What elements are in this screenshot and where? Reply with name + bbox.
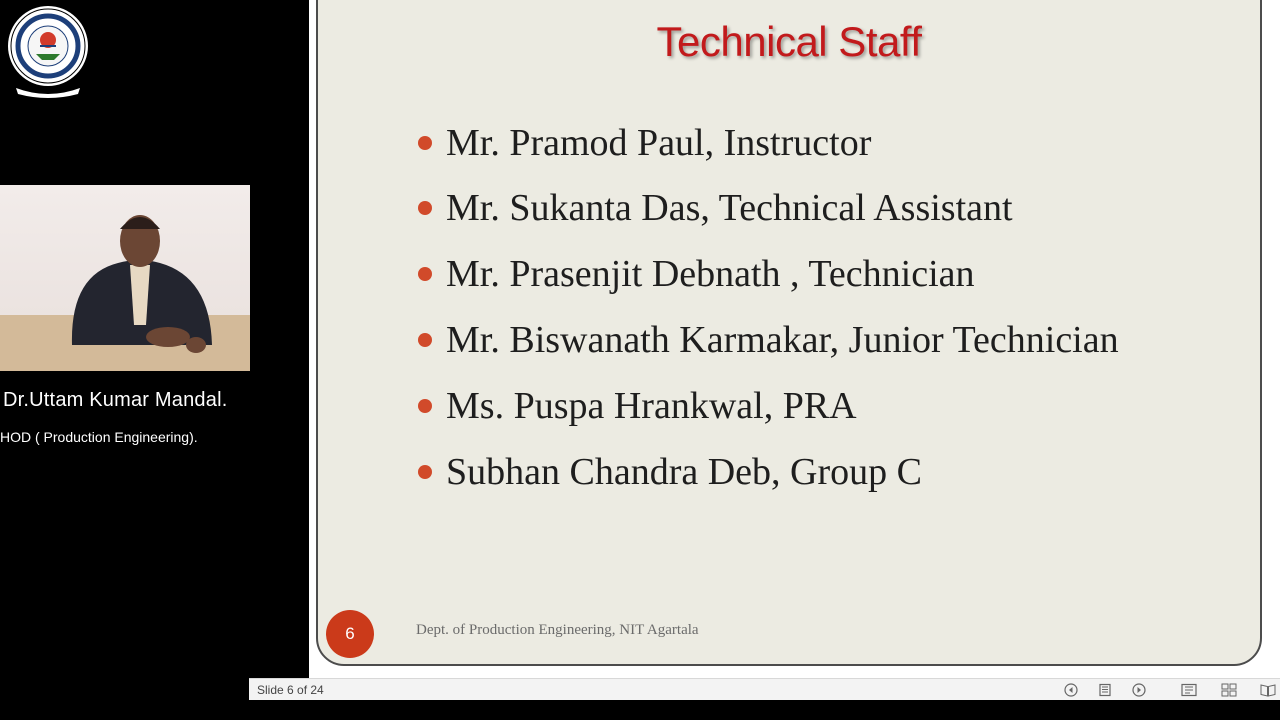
bullet-icon xyxy=(418,465,432,479)
list-item xyxy=(418,381,857,431)
presenter-video xyxy=(0,185,250,371)
list-item xyxy=(418,447,922,497)
bullet-icon xyxy=(418,201,432,215)
slide-footer: Dept. of Production Engineering, NIT Agartala xyxy=(416,622,699,638)
list-item-text: Mr. Prasenjit Debnath , Technician xyxy=(446,253,975,295)
presenter-name: Dr.Uttam Kumar Mandal. xyxy=(3,389,228,411)
institute-logo xyxy=(6,4,90,98)
slide-indicator: Slide 6 of 24 xyxy=(257,683,324,697)
list-item xyxy=(418,118,871,168)
reading-mode-icon[interactable] xyxy=(1260,682,1276,698)
list-item-text: Mr. Biswanath Karmakar, Junior Technician xyxy=(446,319,1119,361)
list-item xyxy=(418,183,1013,233)
bullet-icon xyxy=(418,136,432,150)
list-item xyxy=(418,315,1119,365)
list-item-text: Subhan Chandra Deb, Group C xyxy=(446,451,922,493)
next-icon[interactable] xyxy=(1131,682,1147,698)
presenter-role: HOD ( Production Engineering). xyxy=(0,429,198,445)
slide-title: Technical Staff xyxy=(656,18,922,65)
bullet-icon xyxy=(418,399,432,413)
list-item-text: Mr. Sukanta Das, Technical Assistant xyxy=(446,187,1013,229)
slide-sorter-icon[interactable] xyxy=(1221,682,1237,698)
list-item-text: Ms. Puspa Hrankwal, PRA xyxy=(446,385,857,427)
bullet-icon xyxy=(418,267,432,281)
slide-number-badge: 6 xyxy=(326,610,374,658)
bullet-icon xyxy=(418,333,432,347)
reading-view-icon[interactable] xyxy=(1097,682,1113,698)
status-bar xyxy=(249,678,1280,700)
list-item-text: Mr. Pramod Paul, Instructor xyxy=(446,122,872,164)
slide xyxy=(316,0,1262,666)
previous-icon[interactable] xyxy=(1063,682,1079,698)
normal-view-icon[interactable] xyxy=(1181,682,1197,698)
list-item xyxy=(418,249,975,299)
